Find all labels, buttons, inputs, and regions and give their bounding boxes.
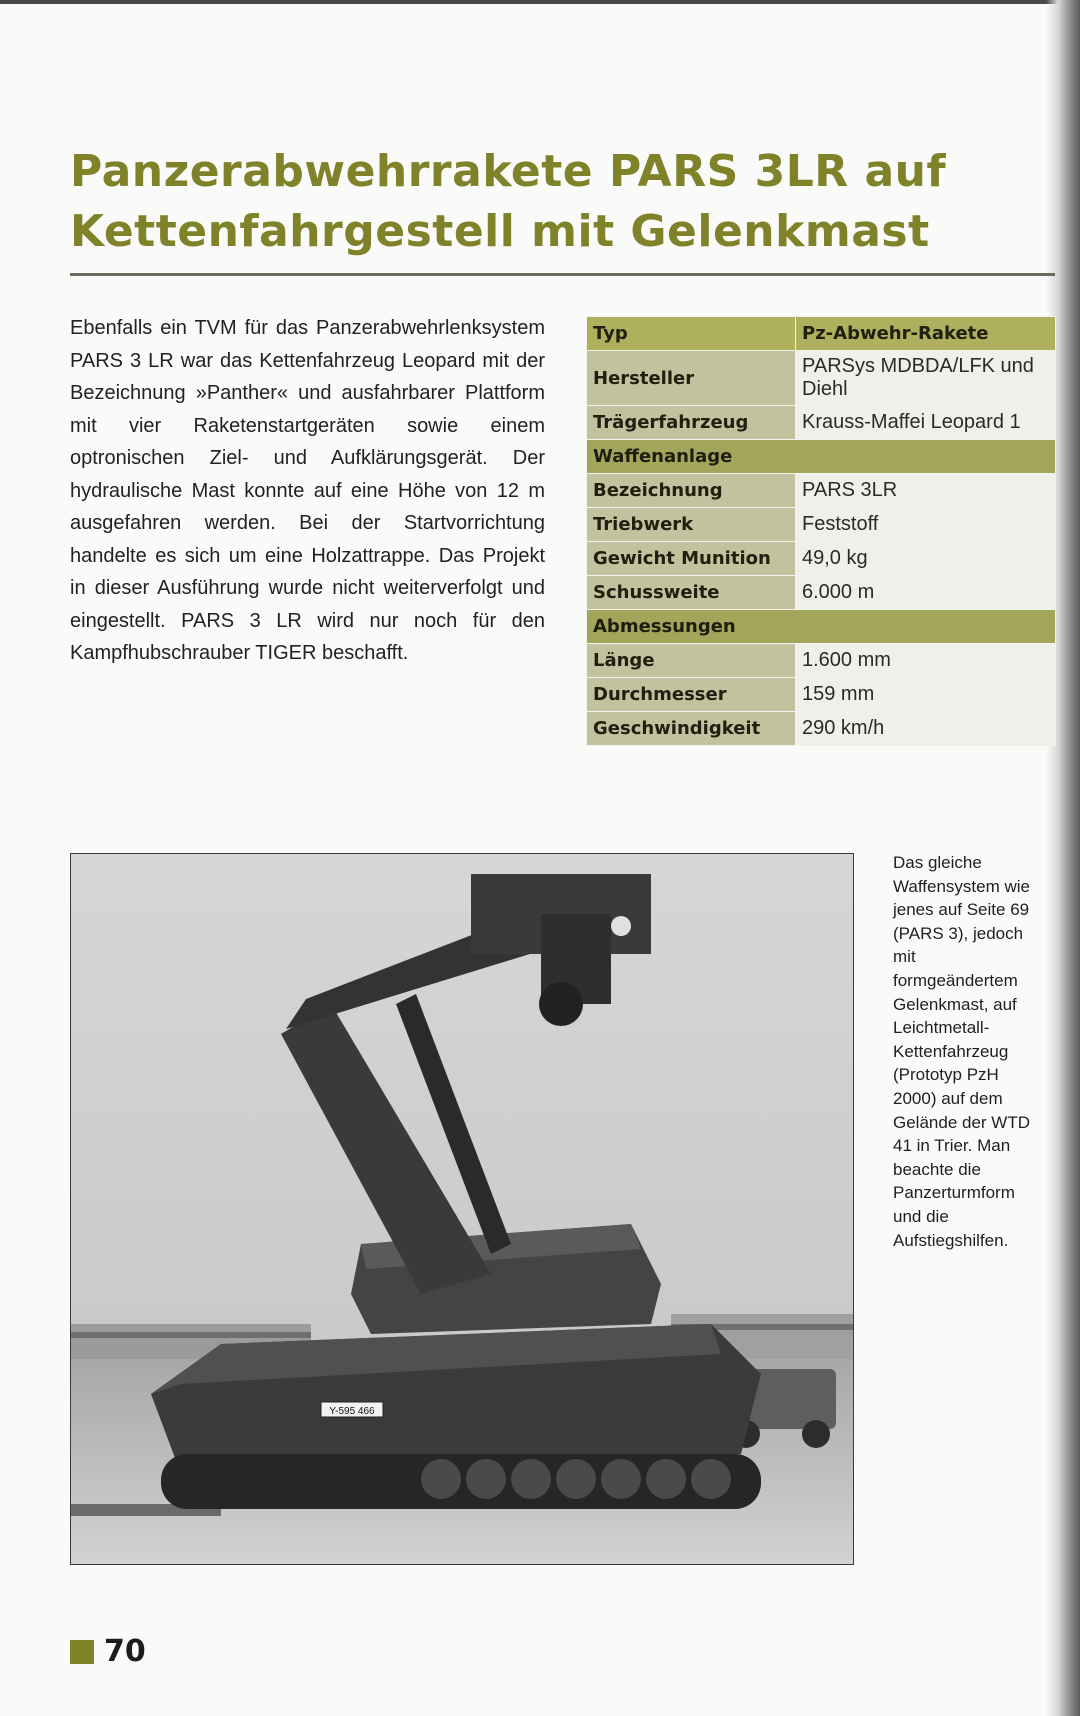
spec-value-text: PARSys MDBDA/LFK und Diehl: [802, 355, 1034, 400]
spec-row-bezeichnung: [587, 474, 1056, 508]
spec-value: 49,0 kg: [796, 542, 1056, 576]
spec-value: 6.000 m: [796, 576, 1056, 610]
spec-label: Durchmesser: [587, 678, 796, 712]
intro-paragraph: Ebenfalls ein TVM für das Panzerabwehrlenksystem PARS 3 LR war das Kettenfahrzeug Leopard mit der Bezeichnung »Panther« und ausfahrbarer Plattform mit vier Raketenstartgeräten sowie einem optronischen Ziel- und Aufklärungsgerät. Der hydraulische Mast konnte auf eine Höhe von 12 m ausgefahren werden. Bei der Startvorrichtung handelte es sich um eine Holzattrappe. Das Projekt in dieser Ausführung wurde nicht weiterverfolgt und eingestellt. PARS 3 LR wird nur noch für den Kampfhubschrauber TIGER beschafft.: [70, 317, 545, 664]
page-number-square-icon: [70, 1640, 94, 1664]
spec-label: Gewicht Munition: [587, 542, 796, 576]
spec-label: Typ: [587, 317, 796, 351]
spec-value: Feststoff: [796, 508, 1056, 542]
spec-value: [796, 351, 1056, 406]
spec-section-abmessungen: [587, 610, 1056, 644]
spec-row-laenge: [587, 644, 1056, 678]
spec-label: Hersteller: [587, 351, 796, 406]
spec-label: Geschwindigkeit: [587, 712, 796, 746]
top-edge-rule: [0, 0, 1080, 4]
spec-value: Krauss-Maffei Leopard 1: [796, 406, 1056, 440]
spec-section-label: Abmessungen: [587, 610, 1056, 644]
book-spine-shadow: [1046, 0, 1080, 1716]
spec-label: Länge: [587, 644, 796, 678]
spec-row-geschwindigkeit: [587, 712, 1056, 746]
title-divider: [70, 273, 1055, 276]
title-line-1: Panzerabwehrrakete PARS 3LR auf: [70, 146, 947, 197]
spec-section-waffenanlage: [587, 440, 1056, 474]
spec-label: Trägerfahrzeug: [587, 406, 796, 440]
page-number-text: 70: [104, 1634, 146, 1669]
spec-label: Triebwerk: [587, 508, 796, 542]
vehicle-photo: [70, 853, 854, 1565]
spec-value: 1.600 mm: [796, 644, 1056, 678]
spec-value: 159 mm: [796, 678, 1056, 712]
page-title: [70, 142, 970, 262]
vehicle-photo-illustration: [71, 854, 853, 1564]
license-plate: Y-595 466: [329, 1406, 375, 1417]
spec-value: PARS 3LR: [796, 474, 1056, 508]
spec-row-triebwerk: [587, 508, 1056, 542]
spec-label: Bezeichnung: [587, 474, 796, 508]
spec-value: Pz-Abwehr-Rakete: [796, 317, 1056, 351]
spec-row-schussweite: [587, 576, 1056, 610]
spec-row-gewicht: [587, 542, 1056, 576]
title-line-2: Kettenfahrgestell mit Gelenkmast: [70, 206, 930, 257]
spec-row-typ: [587, 317, 1056, 351]
spec-label: Schussweite: [587, 576, 796, 610]
page-number: [70, 1634, 146, 1669]
specs-table: [586, 316, 1056, 746]
spec-row-traegerfahrzeug: [587, 406, 1056, 440]
spec-value: 290 km/h: [796, 712, 1056, 746]
photo-caption: Das gleiche Waffensystem wie jenes auf Seite 69 (PARS 3), jedoch mit formgeändertem Gelenkmast, auf Leichtmetall-Kettenfahrzeug (Prototyp PzH 2000) auf dem Gelände der WTD 41 in Trier. Man beachte die Panzerturmform und die Aufstiegshilfen.: [893, 853, 1030, 1250]
spec-row-durchmesser: [587, 678, 1056, 712]
spec-section-label: Waffenanlage: [587, 440, 1056, 474]
spec-row-hersteller: [587, 351, 1056, 406]
